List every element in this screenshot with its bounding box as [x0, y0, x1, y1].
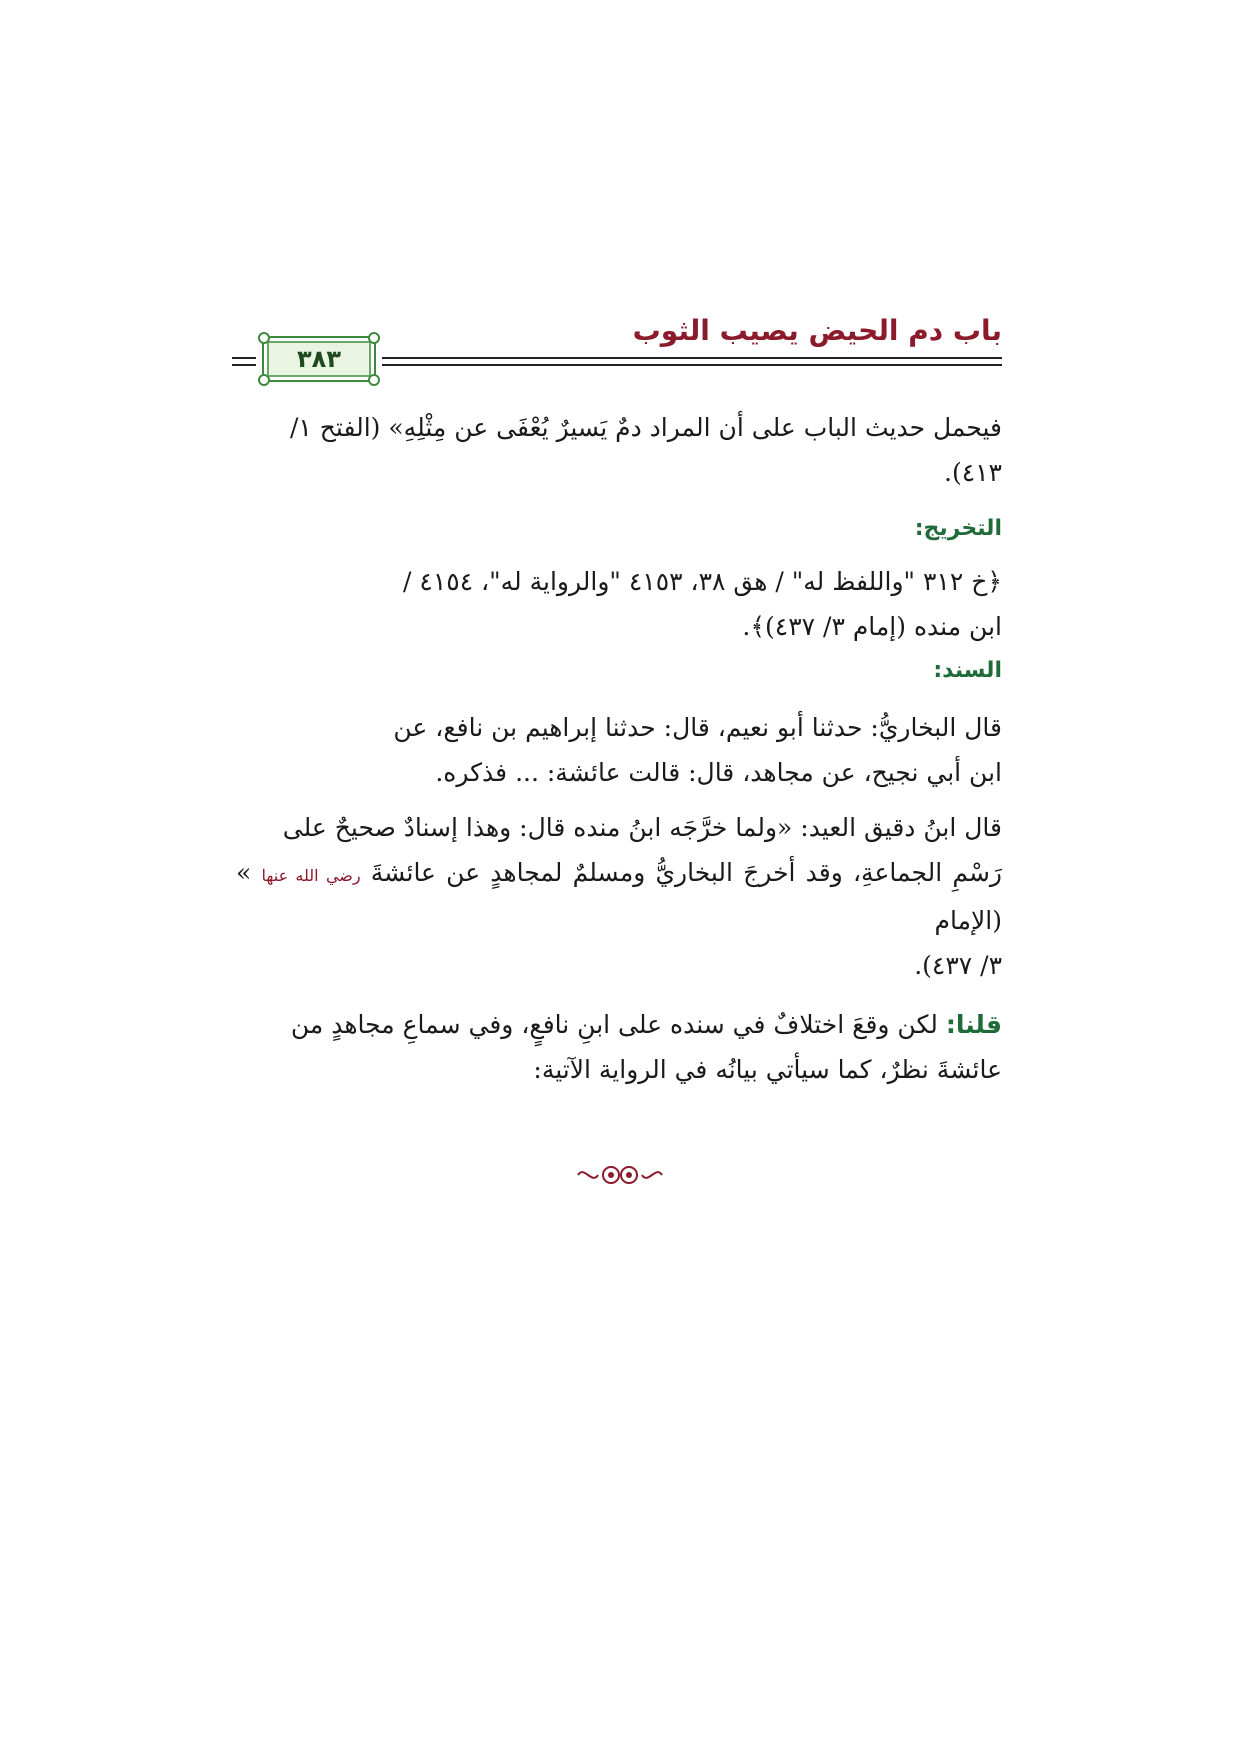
floral-divider-icon: [570, 1160, 670, 1190]
intro-line: فيحمل حديث الباب على أن المراد دمٌ يَسيرٌ يُعْفَى عن مِثْلِهِ» (الفتح ١/: [289, 413, 1002, 442]
badge-ornament-icon: [368, 374, 380, 386]
sanad-line: ابن أبي نجيح، عن مجاهد، قال: قالت عائشة: ... فذكره.: [435, 758, 1002, 787]
sanad-heading: السند:: [933, 658, 1002, 683]
page-header: [232, 314, 1002, 394]
header-rule-left-top: [232, 357, 256, 359]
ibn-daqiq-text: رَسْمِ الجماعةِ، وقد أخرجَ البخاريُّ ومسلمٌ لمجاهدٍ عن عائشةَ: [370, 858, 1002, 887]
ibn-daqiq-line: [236, 850, 1002, 943]
intro-line: ٤١٣).: [944, 458, 1002, 487]
qulna-line: [236, 1002, 1002, 1047]
sanad-line: قال البخاريُّ: حدثنا أبو نعيم، قال: حدثنا إبراهيم بن نافع، عن: [393, 713, 1002, 742]
takhrij-line: ابن منده (إمام ٣/ ٤٣٧)﴾.: [742, 612, 1002, 641]
header-rule-left-bottom: [232, 364, 256, 366]
ibn-daqiq-line: قال ابنُ دقيق العيد: «ولما خرَّجَه ابنُ منده قال: وهذا إسنادٌ صحيحٌ على: [282, 813, 1002, 842]
badge-ornament-icon: [258, 374, 270, 386]
takhrij-heading: التخريج:: [914, 516, 1002, 541]
badge-ornament-icon: [258, 332, 270, 344]
qulna-label: قلنا:: [945, 1010, 1002, 1039]
page-number: ٣٨٣: [297, 345, 341, 373]
page-body: [236, 405, 1002, 1092]
qulna-text: لكن وقعَ اختلافٌ في سنده على ابنِ نافعٍ، وفي سماعِ مجاهدٍ من: [290, 1010, 938, 1039]
badge-ornament-icon: [368, 332, 380, 344]
ibn-daqiq-line: ٣/ ٤٣٧).: [914, 951, 1002, 980]
chapter-title: باب دم الحيض يصيب الثوب: [632, 314, 1002, 347]
honorific-mark: رضي الله عنها: [261, 866, 361, 885]
qulna-line: عائشةَ نظرٌ، كما سيأتي بيانُه في الرواية الآتية:: [533, 1055, 1002, 1084]
header-rule-right-top: [382, 357, 1002, 359]
ibn-daqiq-text: » (الإمام: [236, 858, 1002, 935]
page-number-badge: [262, 336, 376, 382]
header-rule-right-bottom: [382, 364, 1002, 366]
takhrij-line: ﴿خ ٣١٢ "واللفظ له" / هق ٣٨، ٤١٥٣ "والرواية له"، ٤١٥٤ /: [403, 567, 1002, 596]
